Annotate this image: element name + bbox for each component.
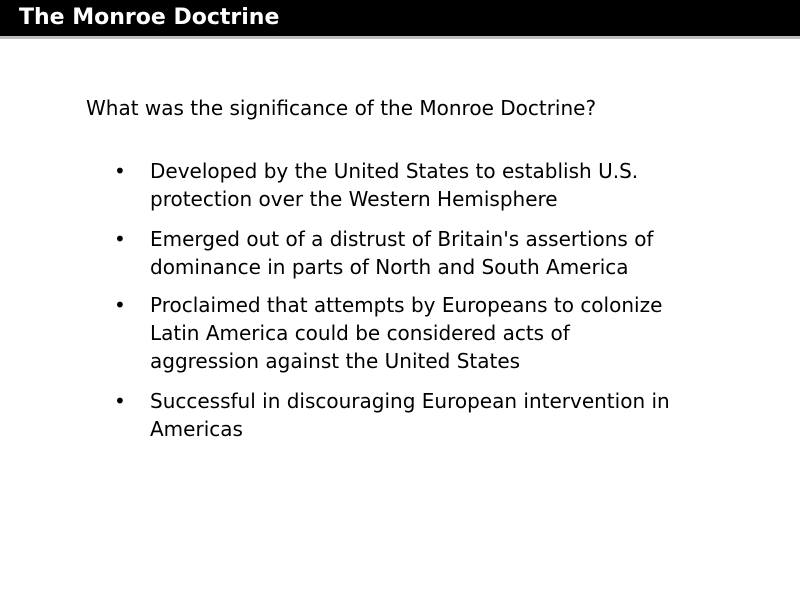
bullet-line: Successful in discouraging European intervention in [150,389,670,413]
bullet-text [150,291,760,375]
bullet-line: Proclaimed that attempts by Europeans to colonize [150,293,663,317]
slide-question: What was the significance of the Monroe Doctrine? [86,96,597,120]
bullet-icon: • [114,389,126,413]
bullet-text [150,387,760,443]
bullet-icon: • [114,293,126,317]
slide-title: The Monroe Doctrine [19,5,280,30]
bullet-line: protection over the Western Hemisphere [150,187,558,211]
bullet-text [150,157,760,213]
bullet-icon: • [114,159,126,183]
bullet-line: aggression against the United States [150,349,521,373]
bullet-line: Emerged out of a distrust of Britain's assertions of [150,227,654,251]
bullet-line: Developed by the United States to establish U.S. [150,159,639,183]
bullet-line: Americas [150,417,243,441]
bullet-text [150,225,760,281]
bullet-line: Latin America could be considered acts of [150,321,570,345]
bullet-icon: • [114,227,126,251]
bullet-line: dominance in parts of North and South America [150,255,629,279]
title-bar [0,0,800,39]
